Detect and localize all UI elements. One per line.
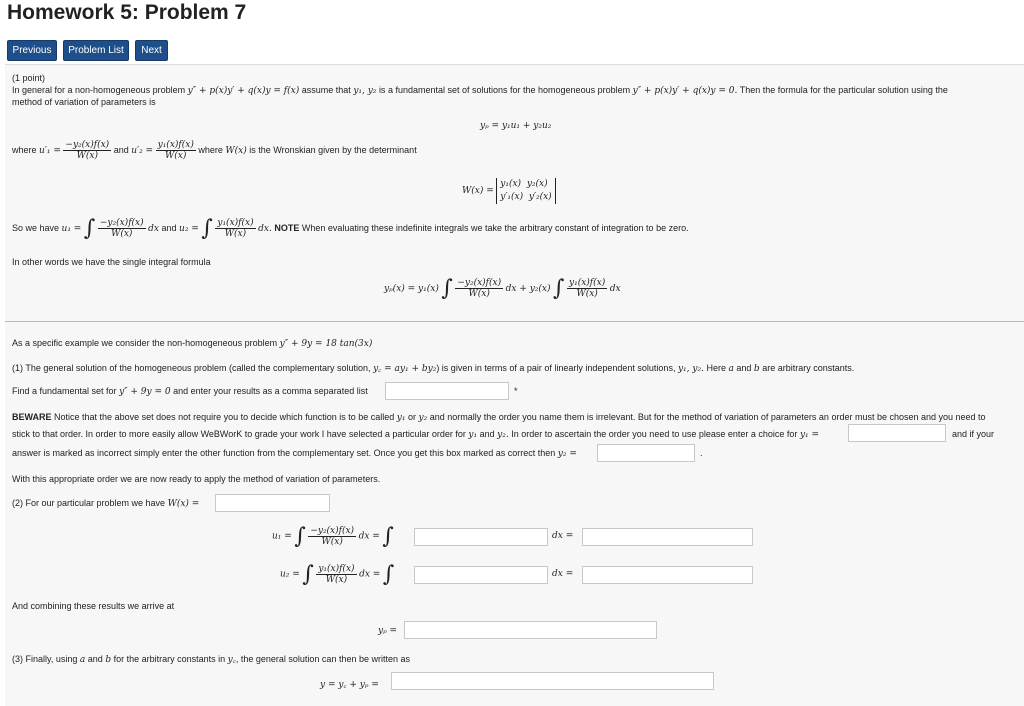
- general-solution-label: y = y꜀ + yₚ =: [320, 680, 379, 690]
- intro-line-2: method of variation of parameters is: [12, 97, 156, 107]
- page-title: Homework 5: Problem 7: [7, 1, 247, 24]
- ready-text: With this appropriate order we are now ready to apply the method of variation of parameters.: [12, 474, 381, 484]
- beware-line: BEWARE Notice that the above set does not require you to decide which function is to be called y₁ or y₂ and normally the order you name them is irrelevant. But for the method of variation of parameters an order must be chosen and you need to: [12, 412, 986, 423]
- derivative-formulas: where u′₁ = $\frac{\text{−y₂(x)f(x)}}{W(x)}$ and u′₂ = $\frac{\text{y₁(x)f(x)}}{W(x)}$ where W(x) is the Wronskian given by the determinant: [12, 140, 417, 161]
- required-star: *: [514, 386, 518, 396]
- previous-button[interactable]: Previous: [7, 40, 57, 61]
- and-if-your-text: and if your: [952, 429, 995, 439]
- part2-text: (2) For our particular problem we have W(x) =: [12, 498, 200, 509]
- u2-integrand-input[interactable]: [414, 566, 548, 584]
- fundamental-set-input[interactable]: [385, 382, 509, 400]
- u1-integral: u₁ = ∫ $\frac{\text{−y₂(x)f(x)}}{W(x)}$ dx = ∫: [272, 524, 394, 549]
- u1-dx-label: dx =: [552, 531, 574, 541]
- integral-formulas: So we have u₁ = ∫ $\frac{\text{−y₂(x)f(x)}}{W(x)}$ dx and u₂ = ∫ $\frac{\text{y₁(x)f(x)}}{W(x)}$ dx. NOTE When evaluating these indefinite integrals we take the arbitrary constant of integration to be zero.: [12, 216, 689, 241]
- yp-label: yₚ =: [378, 626, 398, 636]
- y2-choice-input[interactable]: [597, 444, 695, 462]
- u2-integral: u₂ = ∫ $\frac{\text{y₁(x)f(x)}}{W(x)}$ dx = ∫: [280, 562, 395, 587]
- points-label: (1 point): [12, 73, 46, 83]
- intro-line: In general for a non-homogeneous problem y″ + p(x)y′ + q(x)y = f(x) assume that y₁, y₂ is a fundamental set of solutions for the homogeneous problem y″ + p(x)y′ + q(x)y = 0. Then the formula for the particular solution using the: [12, 85, 948, 96]
- next-button[interactable]: Next: [135, 40, 168, 61]
- answer-dot: .: [700, 448, 703, 458]
- part1-text: (1) The general solution of the homogeneous problem (called the complementary solution, y꜀ = ay₁ + by₂) is given in terms of a pair of linearly independent solutions, y₁, y₂. Here a and b are arbitrary constants.: [12, 363, 855, 374]
- answer-line: answer is marked as incorrect simply enter the other function from the complementary set. Once you get this box marked as correct then y₂ =: [12, 448, 577, 459]
- part3-text: (3) Finally, using a and b for the arbitrary constants in y꜀, the general solution can then be written as: [12, 654, 410, 665]
- other-words-text: In other words we have the single integral formula: [12, 257, 211, 267]
- example-intro: As a specific example we consider the non-homogeneous problem y″ + 9y = 18 tan(3x): [12, 338, 373, 349]
- single-integral-formula: yₚ(x) = y₁(x) ∫ $\frac{\text{−y₂(x)f(x)}}{W(x)}$ dx + y₂(x) ∫ $\frac{\text{y₁(x)f(x)}}{W(x)}$ dx: [384, 276, 621, 301]
- u1-result-input[interactable]: [582, 528, 753, 546]
- wronskian-input[interactable]: [215, 494, 330, 512]
- combining-text: And combining these results we arrive at: [12, 601, 175, 611]
- wronskian-determinant: W(x) = y₁(x) y₂(x) y′₁(x) y′₂(x): [462, 178, 556, 204]
- y1-choice-input[interactable]: [848, 424, 946, 442]
- section-divider: [5, 321, 1024, 322]
- find-fundamental-set-text: Find a fundamental set for y″ + 9y = 0 and enter your results as a comma separated list: [12, 386, 368, 397]
- yp-formula: yₚ = y₁u₁ + y₂u₂: [480, 121, 552, 131]
- general-solution-input[interactable]: [391, 672, 714, 690]
- problem-list-button[interactable]: Problem List: [63, 40, 129, 61]
- yp-input[interactable]: [404, 621, 657, 639]
- u2-dx-label: dx =: [552, 569, 574, 579]
- u1-integrand-input[interactable]: [414, 528, 548, 546]
- stick-line: stick to that order. In order to more easily allow WeBWorK to grade your work I have selected a particular order for y₁ and y₂. In order to ascertain the order you need to use please enter a choice for y₁ =: [12, 429, 820, 440]
- u2-result-input[interactable]: [582, 566, 753, 584]
